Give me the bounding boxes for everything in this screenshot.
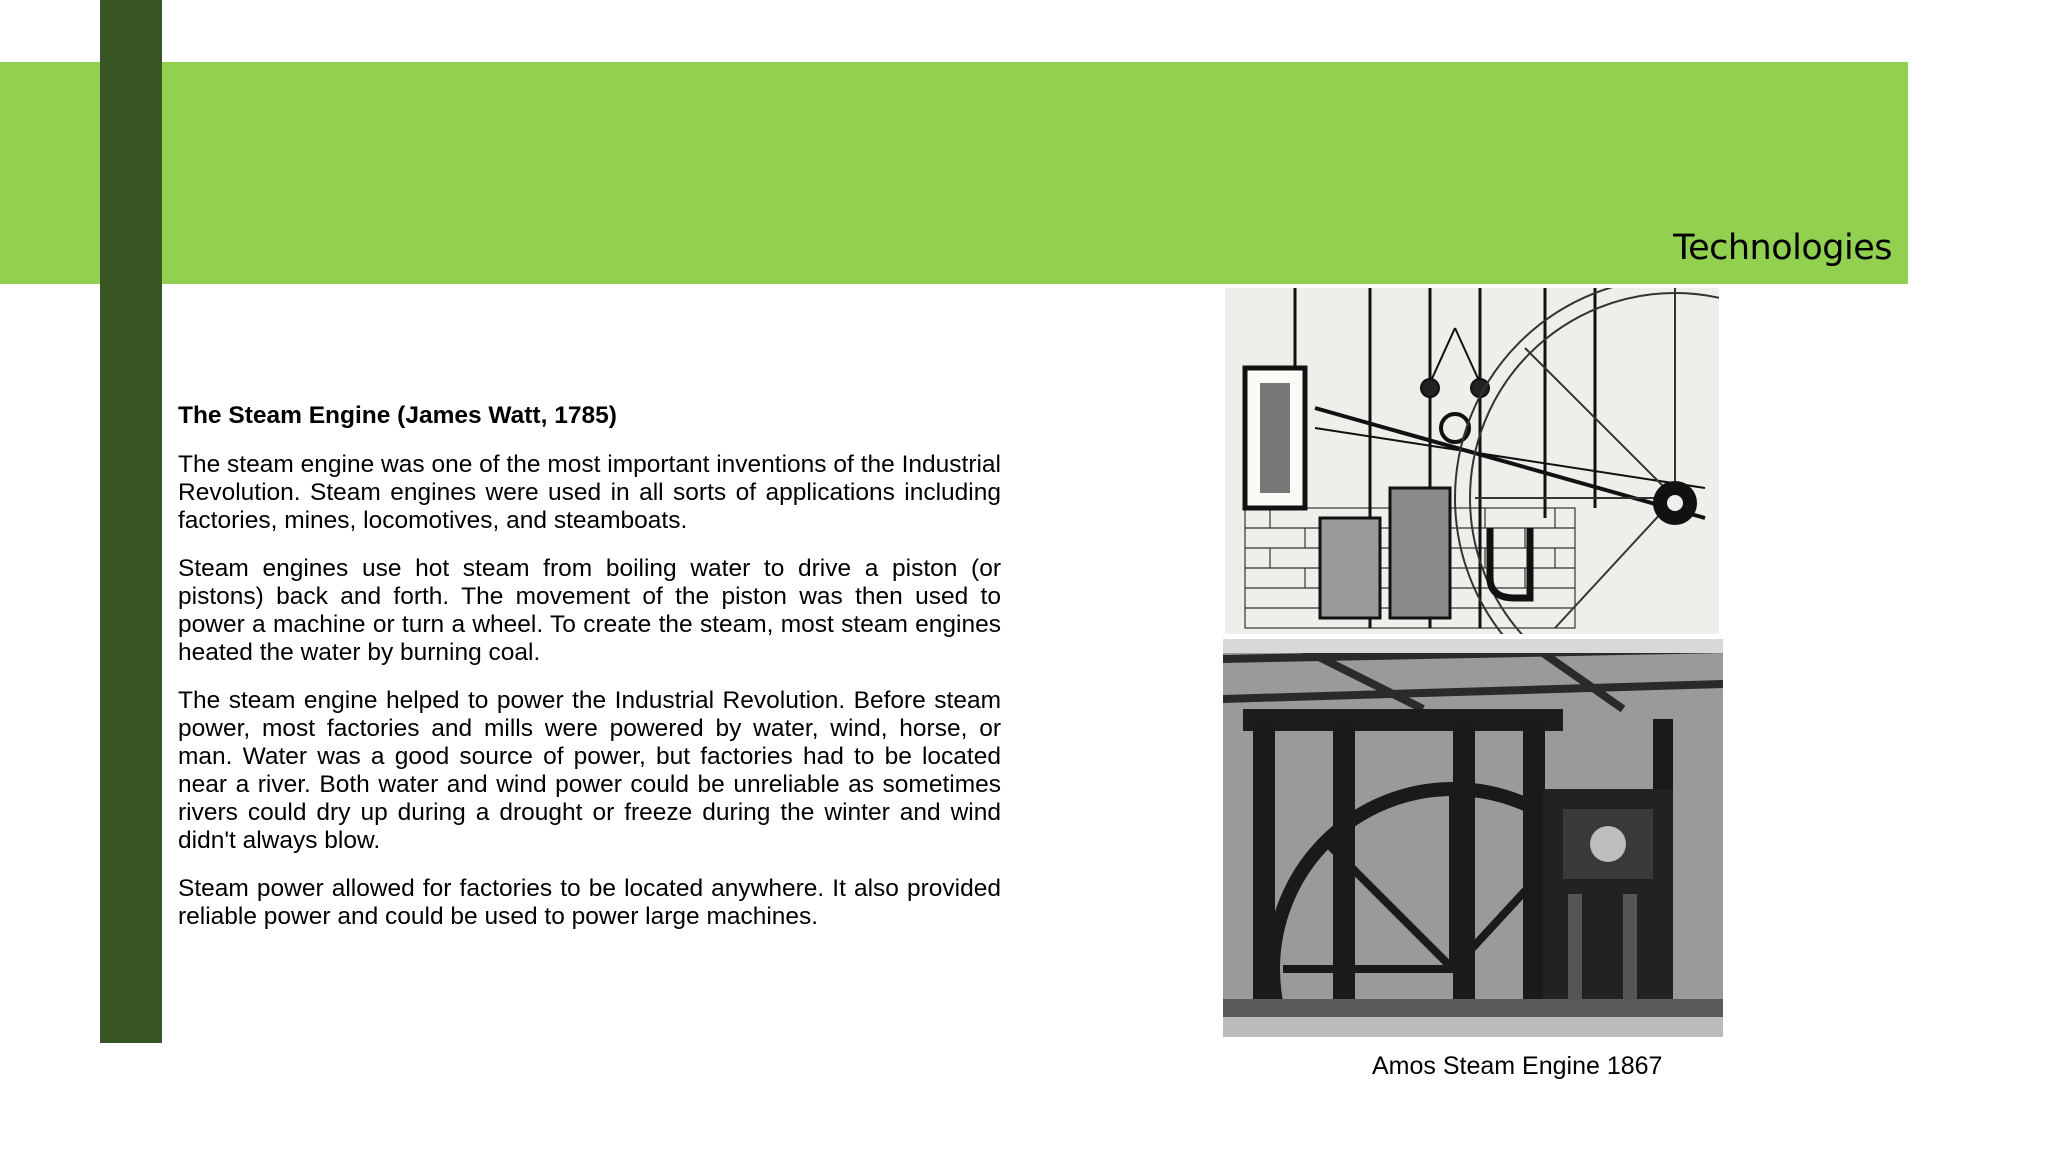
- paragraph-4: Steam power allowed for factories to be located anywhere. It also provided reliable power and could be used to power large machines.: [178, 875, 1001, 930]
- slide-title: Technologies: [1673, 228, 1892, 268]
- paragraph-1: The steam engine was one of the most important inventions of the Industrial Revolution. Steam engines were used in all sorts of applications including factories, mines, locomotives, and steamboats.: [178, 451, 1001, 534]
- paragraph-2: Steam engines use hot steam from boiling water to drive a piston (or pistons) back and forth. The movement of the piston was then used to power a machine or turn a wheel. To create the steam, most steam engines heated the water by burning coal.: [178, 555, 1001, 666]
- steam-engine-diagram-image: [1225, 288, 1719, 634]
- amos-steam-engine-photo: [1223, 639, 1723, 1037]
- title-banner: [0, 62, 1908, 284]
- body-text: [178, 402, 1001, 951]
- image-caption: Amos Steam Engine 1867: [1372, 1052, 1663, 1080]
- section-heading: The Steam Engine (James Watt, 1785): [178, 402, 617, 429]
- paragraph-3: The steam engine helped to power the Industrial Revolution. Before steam power, most factories and mills were powered by water, wind, horse, or man. Water was a good source of power, but factories had to be located near a river. Both water and wind power could be unreliable as sometimes rivers could dry up during a drought or freeze during the winter and wind didn't always blow.: [178, 687, 1001, 854]
- accent-side-bar: [100, 0, 162, 1043]
